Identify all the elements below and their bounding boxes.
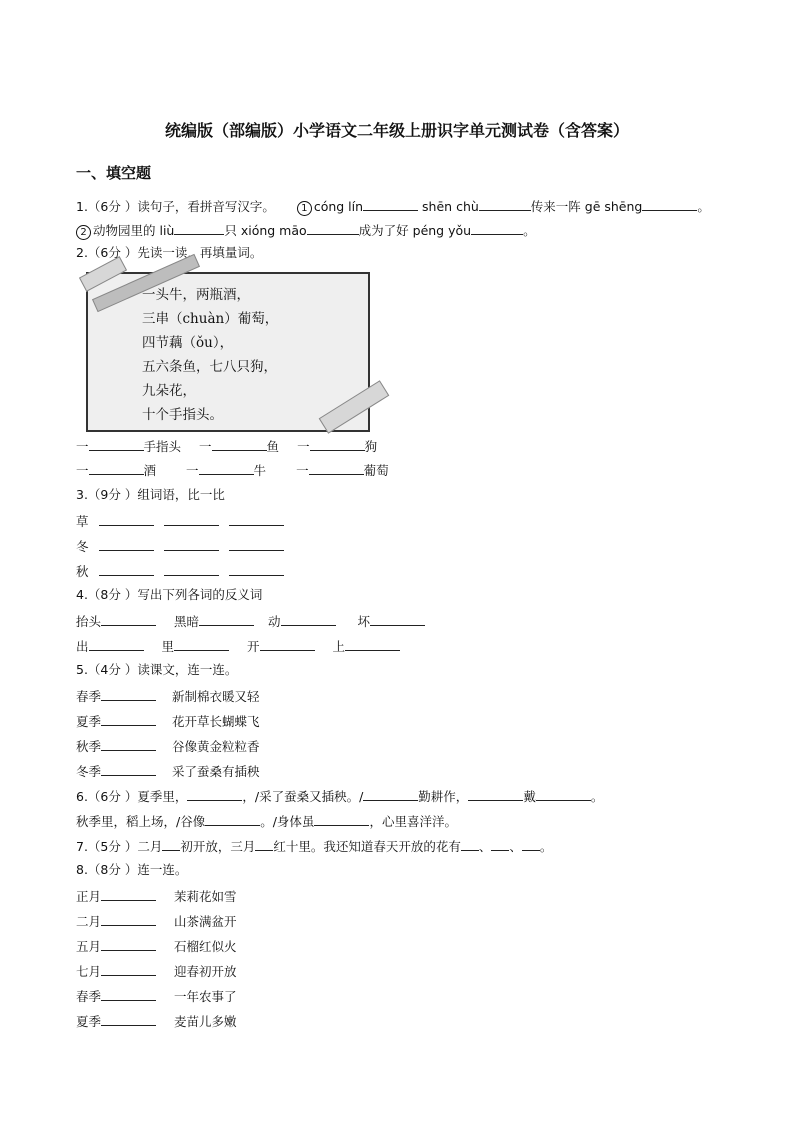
blank[interactable] (101, 687, 156, 701)
question-5-row: 冬季 采了蚕桑有插秧 (76, 764, 260, 779)
blank[interactable] (314, 812, 369, 826)
question-5-row: 秋季 谷像黄金粒粒香 (76, 739, 260, 754)
blank[interactable] (101, 762, 156, 776)
question-3-row: 秋 (76, 562, 284, 580)
blank[interactable] (101, 962, 156, 976)
blank[interactable] (101, 712, 156, 726)
blank[interactable] (199, 461, 254, 475)
blank[interactable] (101, 987, 156, 1001)
blank[interactable] (461, 837, 479, 851)
question-2-row-2: 一 酒 一 牛 一 葡萄 (76, 463, 389, 478)
blank[interactable] (522, 837, 540, 851)
question-2-heading: 2.（6分 ）先读一读，再填量词。 (76, 245, 263, 260)
blank[interactable] (491, 837, 509, 851)
blank[interactable] (471, 221, 523, 235)
question-6-line-2: 秋季里，稻上场，/谷像 。/身体虽 ，心里喜洋洋。 (76, 814, 457, 829)
blank[interactable] (468, 787, 523, 801)
question-3-heading: 3.（9分 ）组词语，比一比 (76, 487, 225, 502)
poem-text: 一头牛，两瓶酒， 三串（chuàn）葡萄， 四节藕（ǒu）， 五六条鱼，七八只狗， 九朵花， 十个手指头。 (142, 287, 279, 423)
blank[interactable] (101, 612, 156, 626)
page-title: 统编版（部编版）小学语文二年级上册识字单元测试卷（含答案） (164, 121, 629, 140)
blank[interactable] (99, 512, 154, 526)
blank[interactable] (255, 837, 273, 851)
blank[interactable] (101, 1012, 156, 1026)
blank[interactable] (101, 887, 156, 901)
question-8-row: 七月 迎春初开放 (76, 964, 237, 979)
blank[interactable] (101, 912, 156, 926)
blank[interactable] (162, 837, 180, 851)
question-3-row: 草 (76, 512, 284, 530)
blank[interactable] (89, 461, 144, 475)
blank[interactable] (307, 221, 359, 235)
question-8-row: 二月 山茶满盆开 (76, 914, 237, 929)
blank[interactable] (99, 562, 154, 576)
question-8-row: 五月 石榴红似火 (76, 939, 237, 954)
blank[interactable] (229, 512, 284, 526)
blank[interactable] (229, 562, 284, 576)
blank[interactable] (174, 221, 224, 235)
section-title: 一、填空题 (76, 164, 152, 182)
question-5-row: 春季 新制棉衣暖又轻 (76, 689, 260, 704)
question-1-line-1: 1.（6分 ）读句子，看拼音写汉字。 1 cóng lín shēn chù 传来一阵 gē shēng 。 (76, 199, 710, 214)
blank[interactable] (199, 612, 254, 626)
blank[interactable] (309, 461, 364, 475)
question-8-heading: 8.（8分 ）连一连。 (76, 862, 188, 877)
blank[interactable] (89, 637, 144, 651)
question-4-heading: 4.（8分 ）写出下列各词的反义词 (76, 587, 263, 602)
question-1-line-2: 2 动物园里的 liù 只 xióng māo 成为了好 péng yǒu 。 (76, 221, 536, 240)
blank[interactable] (101, 737, 156, 751)
question-5-row: 夏季 花开草长蝴蝶飞 (76, 714, 260, 729)
blank[interactable] (310, 437, 365, 451)
blank[interactable] (642, 197, 697, 211)
question-3-row: 冬 (76, 537, 284, 555)
blank[interactable] (164, 537, 219, 551)
blank[interactable] (99, 537, 154, 551)
circled-number-1: 1 (297, 201, 312, 216)
blank[interactable] (363, 197, 418, 211)
blank[interactable] (89, 437, 144, 451)
blank[interactable] (260, 637, 315, 651)
blank[interactable] (536, 787, 591, 801)
blank[interactable] (479, 197, 531, 211)
blank[interactable] (212, 437, 267, 451)
blank[interactable] (174, 637, 229, 651)
question-8-row: 正月 茉莉花如雪 (76, 889, 237, 904)
blank[interactable] (345, 637, 400, 651)
question-5-heading: 5.（4分 ）读课文，连一连。 (76, 662, 238, 677)
blank[interactable] (363, 787, 418, 801)
blank[interactable] (164, 562, 219, 576)
blank[interactable] (101, 937, 156, 951)
blank[interactable] (370, 612, 425, 626)
blank[interactable] (205, 812, 260, 826)
circled-number-2: 2 (76, 225, 91, 240)
blank[interactable] (281, 612, 336, 626)
question-8-row: 夏季 麦苗儿多嫩 (76, 1014, 237, 1029)
question-7: 7.（5分 ）二月 初开放，三月 红十里。我还知道春天开放的花有 、 、 。 (76, 839, 553, 854)
blank[interactable] (187, 787, 242, 801)
question-6-line-1: 6.（6分 ）夏季里， ，/采了蚕桑又插秧。/ 勤耕作， 戴 。 (76, 789, 604, 804)
question-4-row-2: 出 里 开 上 (76, 637, 400, 655)
question-2-row-1: 一 手指头 一 鱼 一 狗 (76, 439, 378, 454)
blank[interactable] (164, 512, 219, 526)
question-8-row: 春季 一年农事了 (76, 989, 237, 1004)
question-4-row-1: 抬头 黑暗 动 坏 (76, 612, 425, 630)
blank[interactable] (229, 537, 284, 551)
